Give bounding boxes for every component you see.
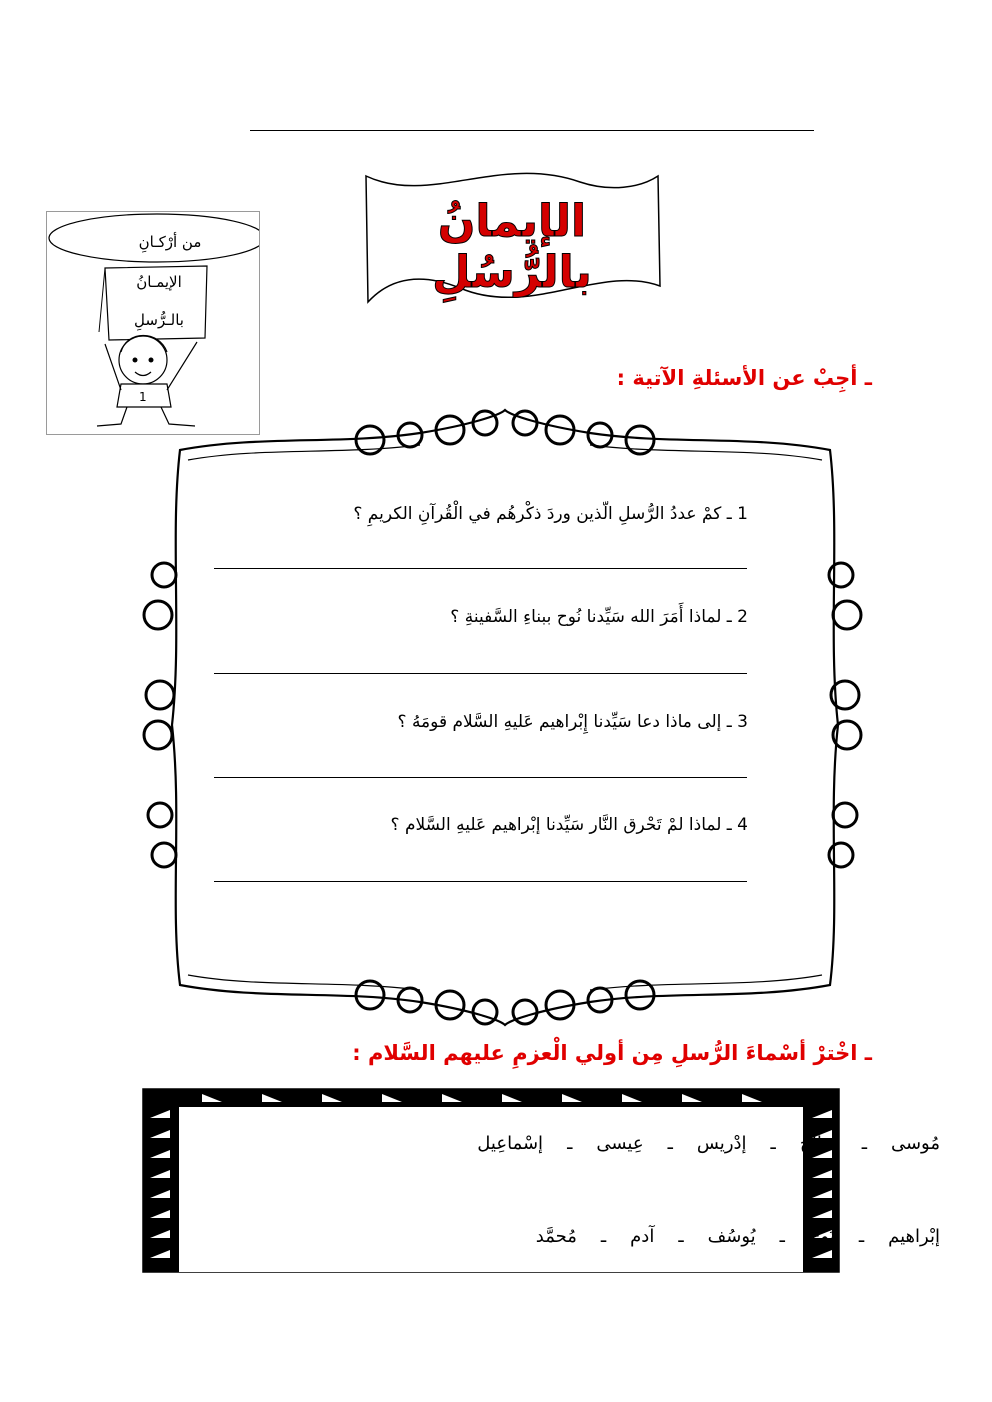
name-option[interactable]: صالح — [799, 1133, 838, 1154]
name-separator: ـ — [861, 1133, 867, 1154]
question-3: 3 ـ إلى ماذا دعا سَيِّدنا إِبْراهيم عَليهِ السَّلام قومَهُ ؟ — [397, 712, 748, 732]
name-separator: ـ — [678, 1226, 684, 1247]
svg-text:1: 1 — [139, 390, 147, 404]
names-row-1 — [477, 1133, 940, 1154]
answer-line-3[interactable] — [214, 777, 747, 778]
name-separator: ـ — [858, 1226, 865, 1247]
name-option[interactable]: مُوسى — [890, 1133, 940, 1154]
sign-line-2: بالـرُّسلِ — [134, 311, 184, 329]
question-4: 4 ـ لماذا لمْ تَحْرق النَّار سَيِّدنا إبْراهيم عَليهِ السَّلام ؟ — [390, 815, 748, 835]
name-separator: ـ — [770, 1133, 776, 1154]
top-rule — [250, 130, 814, 131]
name-option[interactable]: إدْريس — [696, 1133, 747, 1154]
page-title: الإيمانُ بالرُّسُلِ — [432, 196, 592, 298]
name-option[interactable]: يُوسُف — [707, 1226, 756, 1247]
name-option[interactable]: آدم — [630, 1226, 655, 1247]
boy-illustration — [46, 211, 260, 435]
question-1: 1 ـ كمْ عددُ الرُّسلِ الّذين وردَ ذكْرهُم في الْقُرآنِ الكريمِ ؟ — [353, 504, 748, 524]
section-heading-choose: ـ اخْترْ أسْماءَ الرُّسلِ مِن أولي الْعزمِ عليهم السَّلام : — [352, 1041, 872, 1065]
oval-caption: من أرْكـانِ — [138, 233, 202, 251]
name-option[interactable]: إبْراهيم — [888, 1226, 940, 1247]
title-banner — [360, 168, 664, 308]
sign-line-1: الإيمـانُ — [136, 273, 182, 291]
answer-line-2[interactable] — [214, 673, 747, 674]
name-option[interactable]: عِيسى — [596, 1133, 644, 1154]
name-separator: ـ — [667, 1133, 673, 1154]
section-heading-questions: ـ أجِبْ عن الأسئلةِ الآتية : — [616, 366, 872, 390]
answer-line-1[interactable] — [214, 568, 747, 569]
name-option[interactable]: مُحمَّد — [535, 1226, 577, 1247]
name-separator: ـ — [600, 1226, 607, 1247]
name-option[interactable]: إسْماعِيل — [477, 1133, 544, 1154]
name-separator: ـ — [779, 1226, 785, 1247]
question-2: 2 ـ لماذا أَمَرَ الله سَيِّدنا نُوح ببناءِ السَّفينةِ ؟ — [450, 607, 748, 627]
name-separator: ـ — [567, 1133, 573, 1154]
name-option[interactable]: نُوح — [808, 1226, 835, 1247]
names-row-2 — [536, 1226, 940, 1247]
answer-line-4[interactable] — [214, 881, 747, 882]
